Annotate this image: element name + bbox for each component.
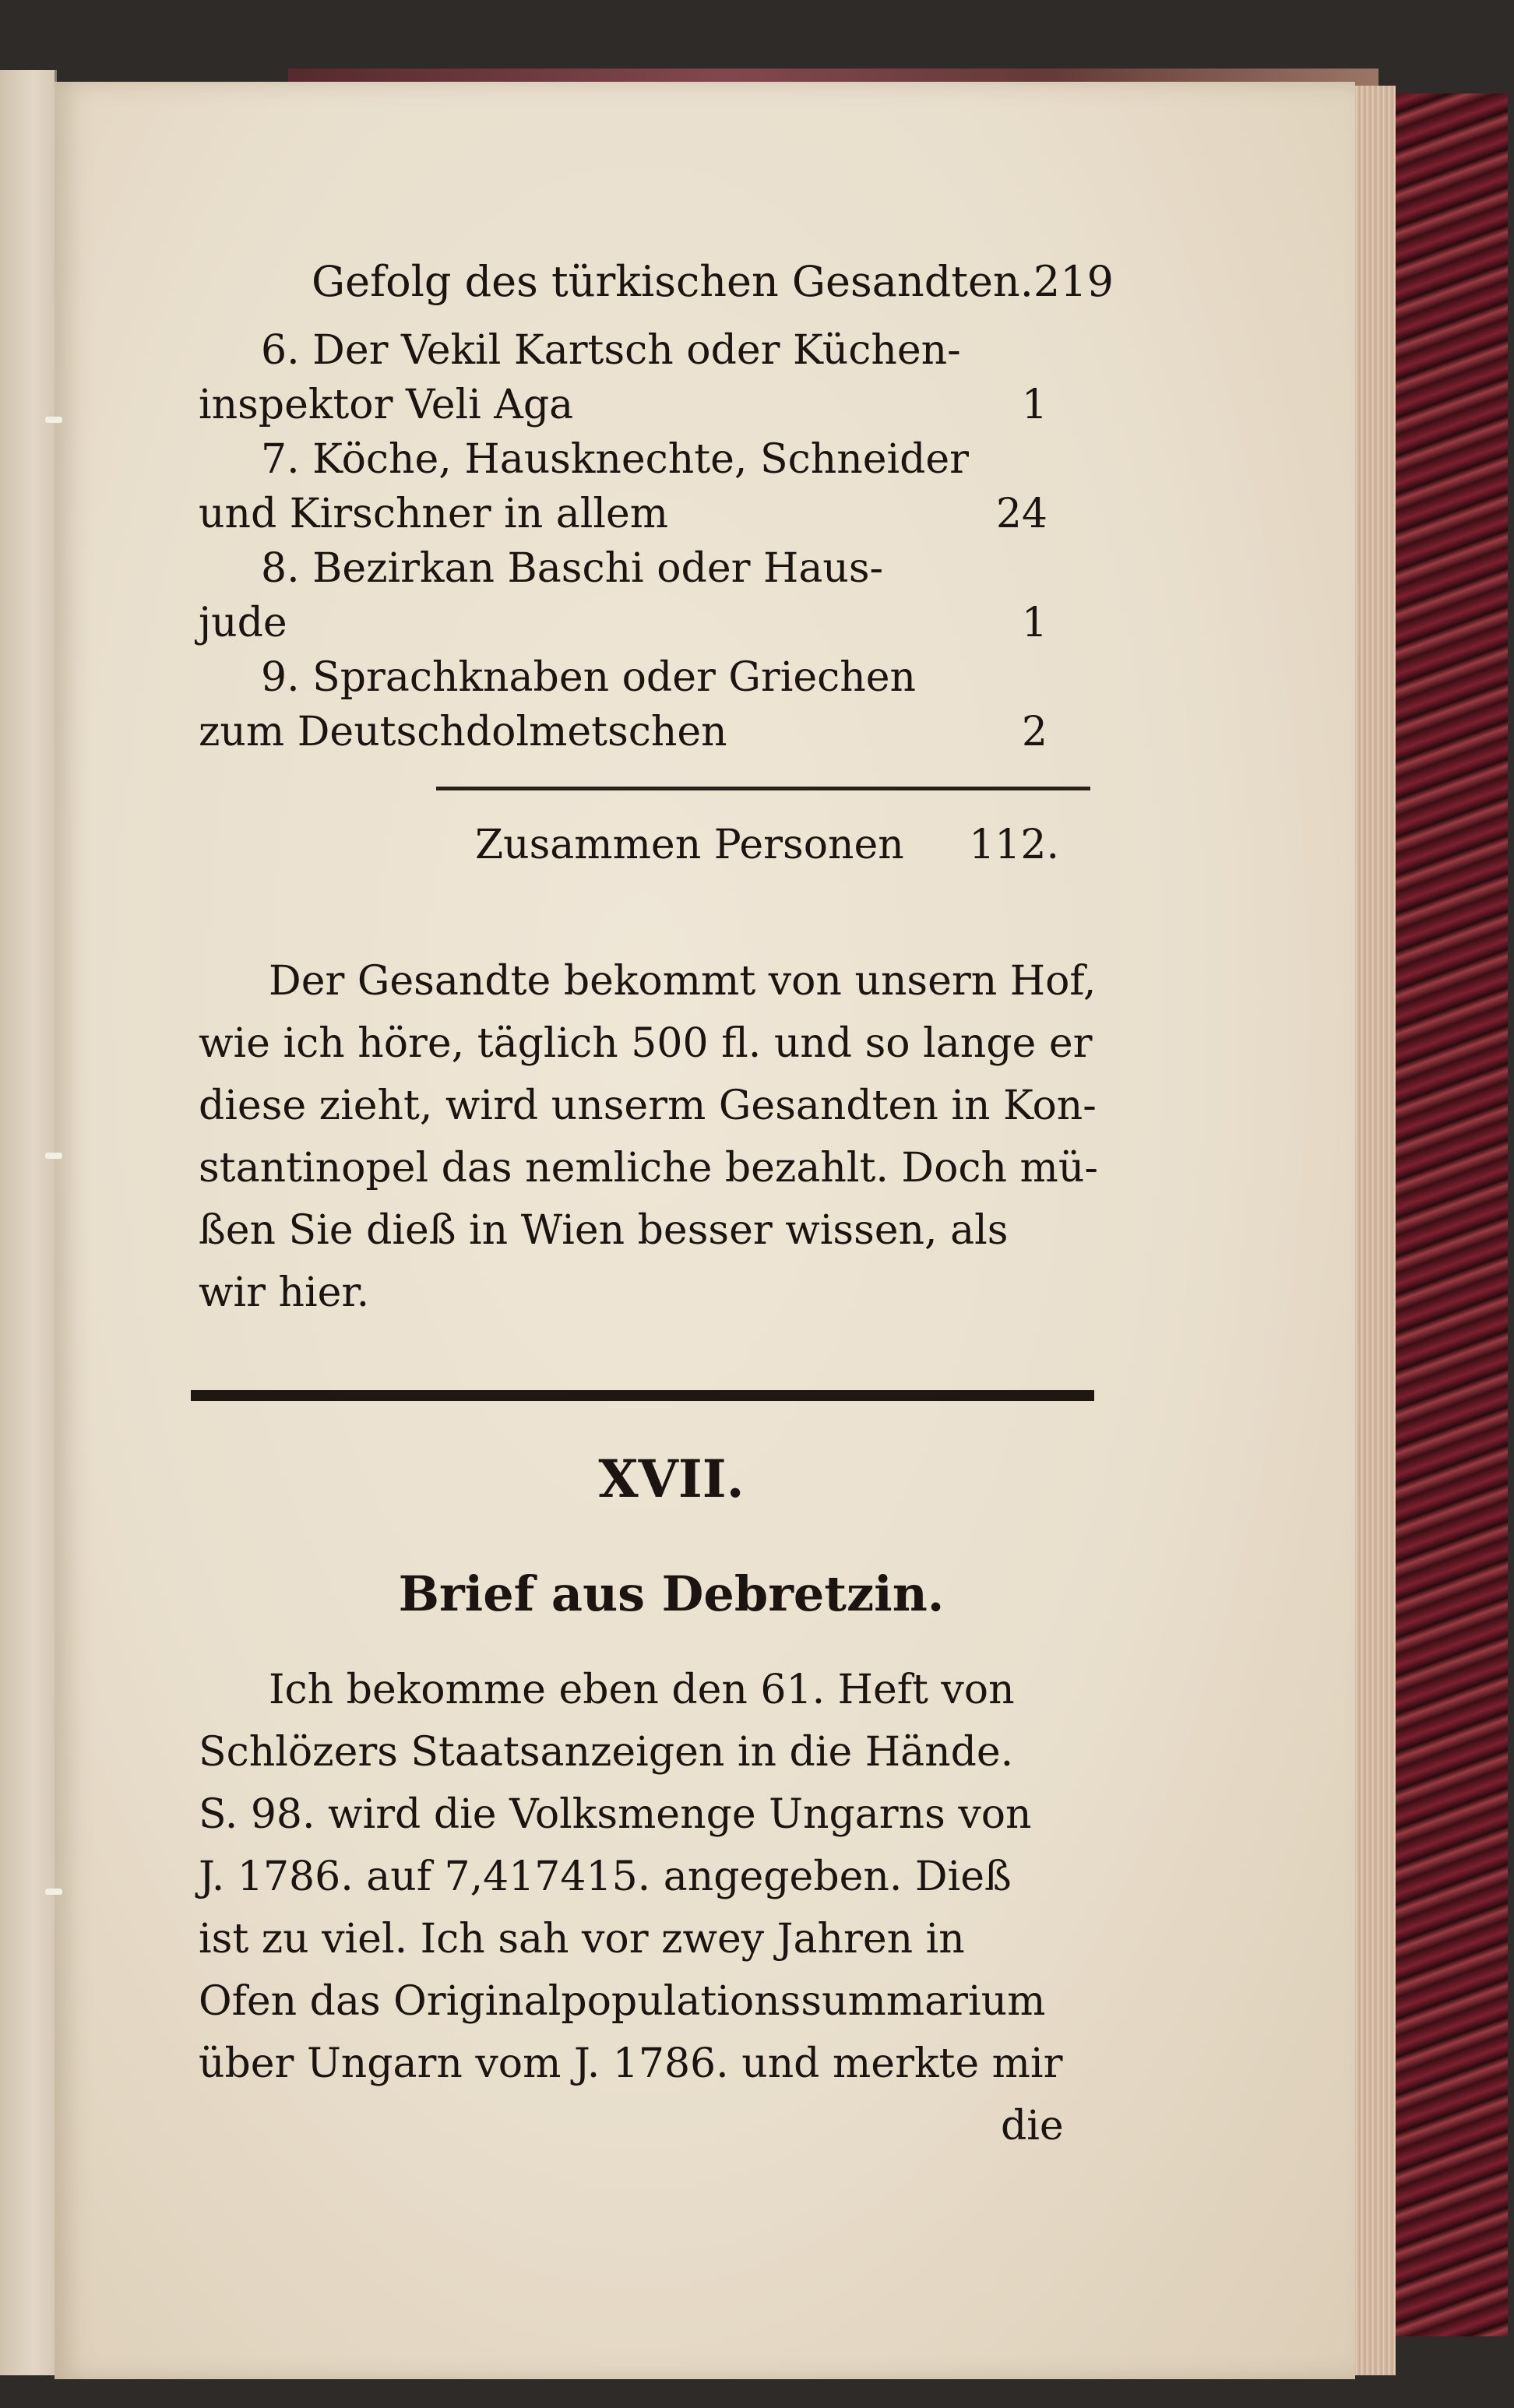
catchword: die — [1001, 2103, 1064, 2149]
running-title: Gefolg des türkischen Gesandten. — [312, 257, 1033, 306]
paragraph-line: Schlözers Staatsanzeigen in die Hände. — [199, 1729, 1014, 1776]
paragraph-line: wie ich höre, täglich 500 fl. und so lange er — [199, 1020, 1093, 1067]
running-header — [312, 257, 1114, 306]
section-divider — [191, 1390, 1094, 1401]
list-item-label: jude — [199, 600, 287, 646]
list-item-count: 1 — [1021, 382, 1047, 428]
binding-left — [0, 70, 57, 2375]
stitch-mark — [45, 1889, 62, 1895]
sum-rule — [436, 787, 1090, 790]
paragraph-line: J. 1786. auf 7,417415. angegeben. Dieß — [199, 1854, 1012, 1900]
total-label: Zusammen Personen — [475, 822, 904, 868]
paragraph-line: diese zieht, wird unserm Gesandten in Kon- — [199, 1083, 1097, 1129]
list-item — [199, 709, 1047, 755]
stitch-mark — [45, 417, 62, 423]
list-item-line: 7. Köche, Hausknechte, Schneider — [261, 436, 970, 483]
list-item-line: 8. Bezirkan Baschi oder Haus- — [261, 545, 884, 592]
list-item-count: 24 — [995, 491, 1047, 537]
list-item — [199, 600, 1047, 646]
total-row — [475, 822, 1059, 868]
paragraph-line: stantinopel das nemliche bezahlt. Doch mü- — [199, 1145, 1098, 1192]
paragraph-line: Der Gesandte bekommt von unsern Hof, — [269, 958, 1097, 1005]
list-item-label: inspektor Veli Aga — [199, 382, 574, 428]
stitch-mark — [45, 1153, 62, 1159]
paragraph-line: Ofen das Originalpopulationssummarium — [199, 1978, 1046, 2025]
paragraph-line: über Ungarn vom J. 1786. und merkte mir — [199, 2040, 1063, 2087]
paragraph-line: wir hier. — [199, 1269, 370, 1316]
paragraph-line: Ich bekomme eben den 61. Heft von — [269, 1667, 1015, 1713]
marbled-cover — [1386, 93, 1508, 2336]
list-item — [199, 382, 1047, 428]
list-item-line: 9. Sprachknaben oder Griechen — [261, 654, 917, 701]
paragraph-line: ßen Sie dieß in Wien besser wissen, als — [199, 1207, 1009, 1254]
list-item — [199, 491, 1047, 537]
section-title: Brief aus Debretzin. — [398, 1565, 945, 1622]
list-item-label: und Kirschner in allem — [199, 491, 669, 537]
section-number: XVII. — [598, 1449, 745, 1509]
list-item-line: 6. Der Vekil Kartsch oder Küchen- — [261, 327, 961, 374]
list-item-count: 2 — [1021, 709, 1047, 755]
page-number: 219 — [1033, 257, 1114, 306]
total-value: 112. — [969, 822, 1059, 868]
list-item-label: zum Deutschdolmetschen — [199, 709, 727, 755]
list-item-count: 1 — [1021, 600, 1047, 646]
paragraph-line: ist zu viel. Ich sah vor zwey Jahren in — [199, 1916, 965, 1963]
paragraph-line: S. 98. wird die Volksmenge Ungarns von — [199, 1791, 1032, 1838]
